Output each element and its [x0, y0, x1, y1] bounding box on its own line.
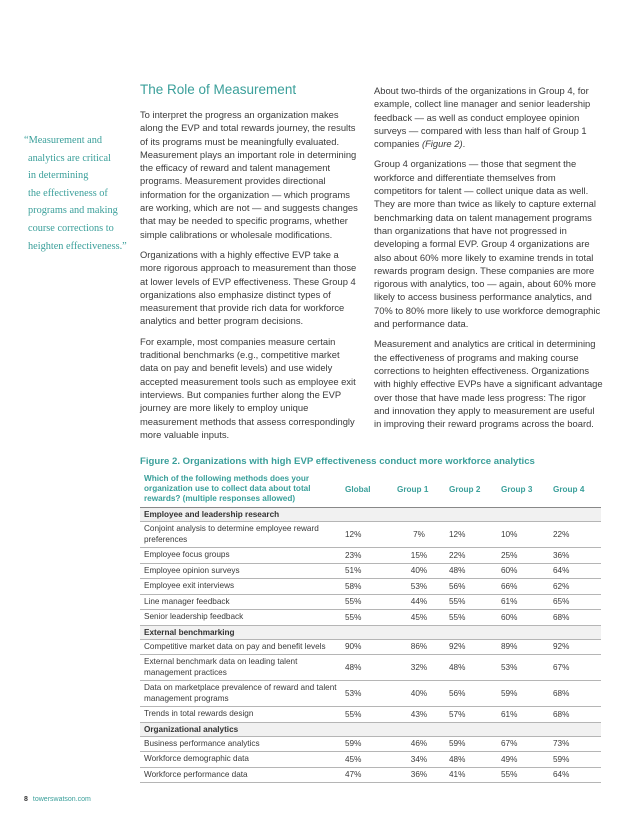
row-label: Workforce demographic data	[140, 752, 341, 768]
table-row	[140, 767, 601, 783]
cell-value: 61%	[497, 707, 549, 723]
cell-value: 86%	[393, 639, 445, 655]
cell-value: 22%	[445, 548, 497, 564]
right-paragraph-3: Measurement and analytics are critical in determining the effectiveness of programs and making course corrections to heighten effectiveness. Organizations with highly effective EVPs have a significant advantage over those that have made less progress: The rigor and innovation they apply to measurement are useful in improving their reward programs across the board.	[374, 338, 603, 430]
cell-value: 47%	[341, 767, 393, 783]
right-column	[374, 84, 604, 437]
pull-quote-line: analytics are critical	[28, 152, 111, 164]
cell-value: 22%	[549, 522, 601, 548]
cell-value: 12%	[341, 522, 393, 548]
cell-value: 45%	[393, 610, 445, 626]
cell-value: 53%	[341, 681, 393, 707]
row-label: Line manager feedback	[140, 594, 341, 610]
row-label: Senior leadership feedback	[140, 610, 341, 626]
cell-value: 40%	[393, 681, 445, 707]
page-number: 8	[24, 796, 28, 803]
table-row	[140, 681, 601, 707]
cell-value: 68%	[549, 610, 601, 626]
section-heading: Employee and leadership research	[140, 508, 601, 522]
table-row	[140, 707, 601, 723]
row-label: Workforce performance data	[140, 767, 341, 783]
table-row	[140, 736, 601, 752]
table-row	[140, 639, 601, 655]
table-header-row	[140, 471, 601, 508]
cell-value: 34%	[393, 752, 445, 768]
row-label: Business performance analytics	[140, 736, 341, 752]
cell-value: 59%	[497, 681, 549, 707]
pull-quote-line: course corrections to	[28, 222, 114, 234]
row-label: Employee exit interviews	[140, 579, 341, 595]
section-row	[140, 508, 601, 522]
cell-value: 73%	[549, 736, 601, 752]
figure-reference: (Figure 2)	[421, 138, 463, 150]
row-label: Employee opinion surveys	[140, 563, 341, 579]
cell-value: 59%	[549, 752, 601, 768]
cell-value: 67%	[497, 736, 549, 752]
table-row	[140, 522, 601, 548]
section-title: The Role of Measurement	[140, 82, 297, 97]
pull-quote-line: the effectiveness of	[28, 187, 108, 199]
cell-value: 68%	[549, 681, 601, 707]
cell-value: 41%	[445, 767, 497, 783]
cell-value: 55%	[445, 610, 497, 626]
right-paragraph-1-end: .	[462, 138, 466, 150]
cell-value: 44%	[393, 594, 445, 610]
cell-value: 56%	[445, 579, 497, 595]
cell-value: 43%	[393, 707, 445, 723]
cell-value: 12%	[445, 522, 497, 548]
cell-value: 60%	[497, 563, 549, 579]
cell-value: 40%	[393, 563, 445, 579]
cell-value: 66%	[497, 579, 549, 595]
cell-value: 90%	[341, 639, 393, 655]
pull-quote-line: programs and making	[28, 205, 118, 217]
column-header-group-4: Group 4	[549, 471, 601, 508]
cell-value: 48%	[445, 655, 497, 681]
cell-value: 55%	[445, 594, 497, 610]
data-table	[140, 471, 601, 783]
pull-quote-line: in determining	[28, 170, 89, 182]
column-header-group-1: Group 1	[393, 471, 445, 508]
cell-value: 55%	[341, 610, 393, 626]
cell-value: 15%	[393, 548, 445, 564]
column-header-global: Global	[341, 471, 393, 508]
row-label: Employee focus groups	[140, 548, 341, 564]
cell-value: 64%	[549, 767, 601, 783]
row-label: Data on marketplace prevalence of reward and talent management programs	[140, 681, 341, 707]
cell-value: 57%	[445, 707, 497, 723]
cell-value: 58%	[341, 579, 393, 595]
cell-value: 92%	[445, 639, 497, 655]
cell-value: 60%	[497, 610, 549, 626]
table-row	[140, 594, 601, 610]
cell-value: 7%	[393, 522, 445, 548]
cell-value: 53%	[393, 579, 445, 595]
cell-value: 89%	[497, 639, 549, 655]
cell-value: 36%	[549, 548, 601, 564]
pull-quote-line: heighten effectiveness.”	[28, 240, 127, 252]
cell-value: 49%	[497, 752, 549, 768]
column-header-group-3: Group 3	[497, 471, 549, 508]
table-row	[140, 548, 601, 564]
footer	[24, 796, 91, 803]
footer-website[interactable]: towerswatson.com	[32, 796, 91, 803]
cell-value: 59%	[341, 736, 393, 752]
cell-value: 67%	[549, 655, 601, 681]
table-row	[140, 579, 601, 595]
cell-value: 48%	[445, 752, 497, 768]
cell-value: 56%	[445, 681, 497, 707]
cell-value: 23%	[341, 548, 393, 564]
cell-value: 32%	[393, 655, 445, 681]
table-body	[140, 508, 601, 783]
cell-value: 48%	[445, 563, 497, 579]
cell-value: 53%	[497, 655, 549, 681]
cell-value: 55%	[341, 707, 393, 723]
row-label: Trends in total rewards design	[140, 707, 341, 723]
cell-value: 25%	[497, 548, 549, 564]
right-paragraph-1-text: About two-thirds of the organizations in Group 4, for example, collect line manager and senior leadership feedback — as well as conduct employee opinion surveys — compared with less than half of Group 1 companies	[374, 85, 591, 150]
table-row	[140, 752, 601, 768]
right-paragraph-1	[374, 84, 604, 150]
left-paragraph-1: To interpret the progress an organization makes along the EVP and total rewards journey, the results of its programs must be meaningfully evaluated. Measurement plays an important role in determining the efficacy of reward and talent management programs. Measurement provides directional information for the organization — which programs are working, which are not — and suggests changes that may be needed to specific programs, whether simple calibrations or wholesale modifications.	[140, 109, 358, 240]
cell-value: 46%	[393, 736, 445, 752]
pull-quote-line: “Measurement and	[24, 135, 103, 146]
cell-value: 55%	[497, 767, 549, 783]
left-paragraph-2: Organizations with a highly effective EVP take a more rigorous approach to measurement than those at lower levels of EVP effectiveness. These Group 4 organizations also emphasize distinct types of measurement that provide rich data for workforce analytics and better program decisions.	[140, 248, 357, 327]
section-heading: External benchmarking	[140, 625, 601, 639]
row-label: Conjoint analysis to determine employee reward preferences	[140, 522, 341, 548]
pull-quote	[24, 132, 127, 255]
section-heading: Organizational analytics	[140, 722, 601, 736]
cell-value: 51%	[341, 563, 393, 579]
table-row	[140, 610, 601, 626]
left-column	[140, 82, 360, 448]
cell-value: 45%	[341, 752, 393, 768]
table-row	[140, 655, 601, 681]
column-header-group-2: Group 2	[445, 471, 497, 508]
table-row	[140, 563, 601, 579]
section-row	[140, 625, 601, 639]
figure-title: Figure 2. Organizations with high EVP effectiveness conduct more workforce analytics	[140, 456, 535, 467]
right-paragraph-2: Group 4 organizations — those that segment the workforce and differentiate themselves from competitors for talent — collect unique data as well. They are more than twice as likely to capture external benchmarking data on talent management programs than organizations that have not progressed in developing a formal EVP. Group 4 organizations are also about 60% more likely to examine trends in total rewards program design. These companies are more rigorous with analytics, too — again, about 60% more likely to access business performance analytics, and 70% to 80% more likely to use workforce demographic and performance data.	[374, 158, 601, 330]
cell-value: 61%	[497, 594, 549, 610]
cell-value: 68%	[549, 707, 601, 723]
row-label: External benchmark data on leading talent management practices	[140, 655, 341, 681]
section-row	[140, 722, 601, 736]
cell-value: 64%	[549, 563, 601, 579]
cell-value: 36%	[393, 767, 445, 783]
cell-value: 62%	[549, 579, 601, 595]
cell-value: 92%	[549, 639, 601, 655]
cell-value: 59%	[445, 736, 497, 752]
cell-value: 10%	[497, 522, 549, 548]
cell-value: 48%	[341, 655, 393, 681]
row-label: Competitive market data on pay and benefit levels	[140, 639, 341, 655]
cell-value: 65%	[549, 594, 601, 610]
left-paragraph-3: For example, most companies measure certain traditional benchmarks (e.g., competitive market data on pay and benefit levels) and use widely accepted measurement tools such as employee exit interviews. But companies further along the EVP journey are more likely to employ unique measurement methods that assess correspondingly more valuable inputs.	[140, 335, 356, 440]
table-question-header: Which of the following methods does your organization use to collect data about total rewards? (multiple responses allowed)	[140, 471, 341, 508]
cell-value: 55%	[341, 594, 393, 610]
